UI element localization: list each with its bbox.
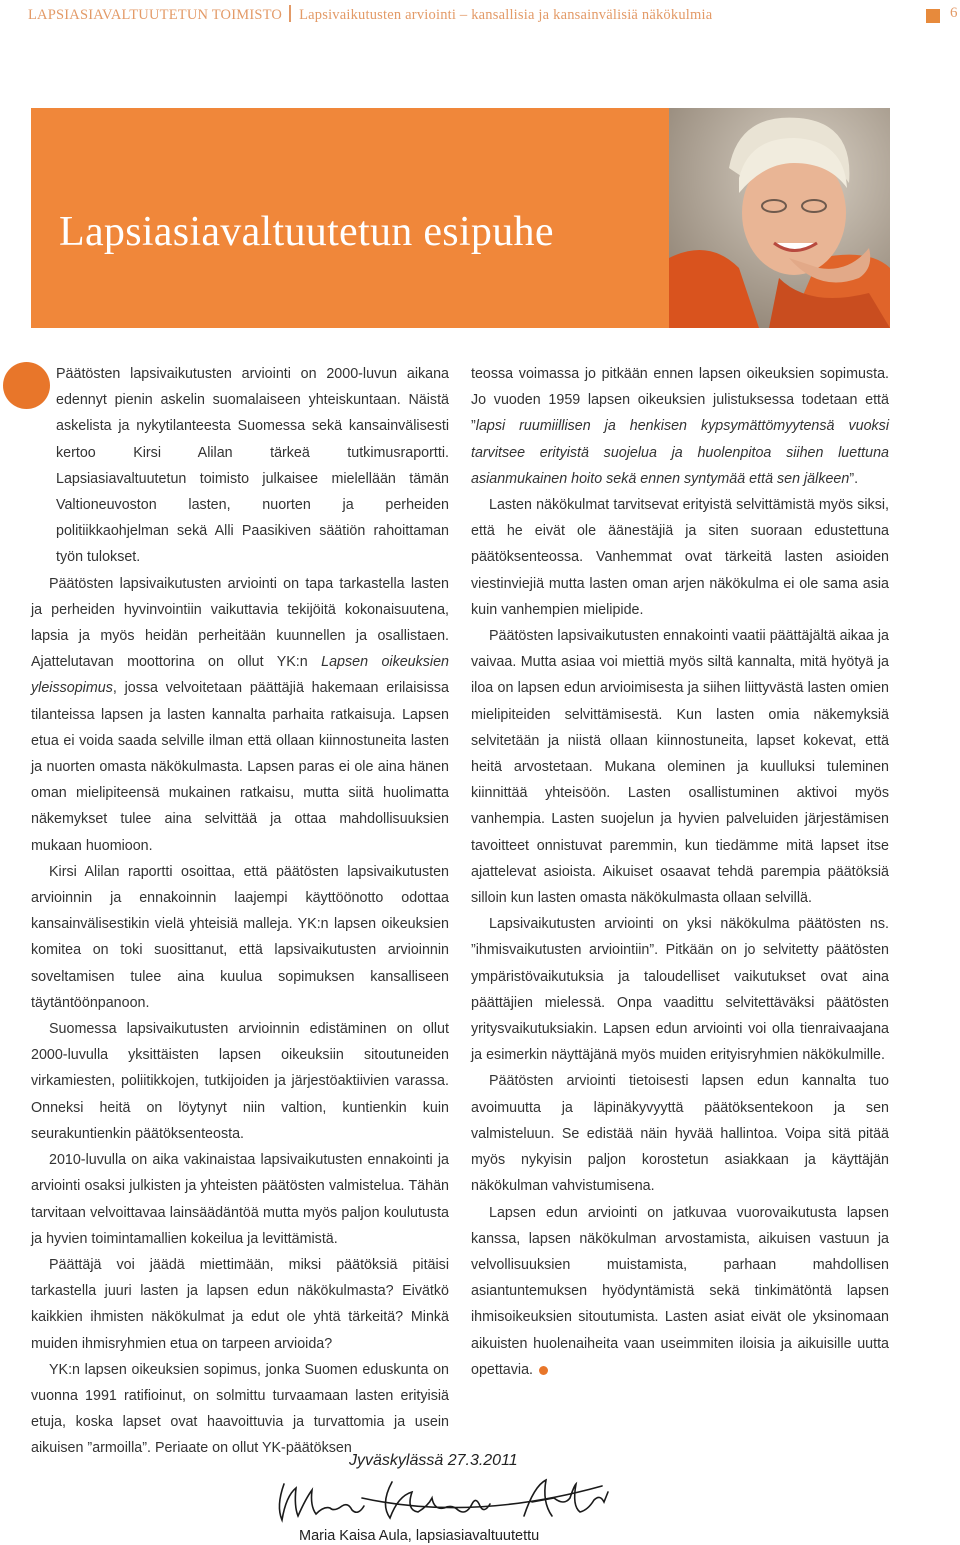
header-organization: LAPSIASIAVALTUUTETUN TOIMISTO (28, 7, 283, 23)
paragraph: Lapsivaikutusten arviointi on yksi näkökulma päätösten ns. ”ihmisvaikutusten arviointiin”. Pitkään on jo selvitetty päätösten ympäristövaikutuksia ja taloudelliset vaikutukset ovat aina päättäjien mielessä. Onpa vaadittu selvitettäväksi päätösten yritysvaikutuksiakin. Lapsen edun arviointi voi olla tienraivaajana ja esimerkin näyttäjänä myös muiden erityisryhmien näkökulmille. (471, 916, 889, 1064)
paragraph: Kirsi Alilan raportti osoittaa, että päätösten lapsivaikutusten arvioinnin ja ennakoinnin laajempi käyttöönotto odottaa kansainvälisestikin vielä yhteisiä malleja. YK:n lapsen oikeuksien komitea on toki suosittanut, että lapsivaikutusten arvioinnin soveltamisen tulee aina kuulua sopimuksen kansalliseen täytäntöönpanoon. (31, 863, 449, 1011)
end-mark-dot-icon (539, 1366, 548, 1375)
page-title: Lapsiasiavaltuutetun esipuhe (59, 209, 554, 255)
paragraph-text: Päätösten lapsivaikutusten arviointi on tapa tarkastella lasten ja perheiden hyvinvointiin vaikuttavia tekijöitä kokonaisuutena, lapsia ja myös heidän perheitään kuunnellen ja osallistaen. Ajattelutavan moottorina on ollut YK:n (31, 575, 449, 671)
emphasized-text: Lapsen oikeuksien yleissopimus (31, 654, 449, 697)
paragraph-text: Lapsen edun arviointi on jatkuvaa vuorovaikutusta lapsen kanssa, lapsen näkökulman arvostamista, aikuisen vastuun ja velvollisuuksien muistamista, parhaan mahdollisen asiantuntemuksen hyödyntämistä sekä tinkimätöntä lapsen ihmisoikeuksien sitoutumista. Lasten asiat eivät ole yksinomaan aikuisten huolenaiheita vaan useimmiten iloisia ja aikuisille uutta opettavia. (471, 1204, 889, 1378)
paragraph: Suomessa lapsivaikutusten arvioinnin edistäminen on ollut 2000-luvulla yksittäisten lapsen oikeuksiin sitoutuneiden virkamiesten, poliitikkojen, tutkijoiden ja järjestöaktiivien varassa. Onneksi heitä on löytynyt niin valtion, kuntienkin kuin seurakuntienkin päätöksenteosta. (31, 1021, 449, 1142)
handwritten-signature (272, 1476, 612, 1528)
signer-name-and-title: Maria Kaisa Aula, lapsiasiavaltuutettu (299, 1528, 540, 1544)
paragraph: Päätösten lapsivaikutusten ennakointi vaatii päättäjältä aikaa ja vaivaa. Mutta asiaa voi miettiä myös siltä kannalta, mitä hyötyä ja iloa on lapsen edun arvioimisesta ja siihen liittyvästä lasten omien mielipiteiden selvittämisestä. Kun lasten omia näkemyksiä selvitetään ja niistä ollaan kiinnostuneita, lapset kokevat, että heitä arvostetaan. Mukana oleminen ja kuulluksi tuleminen kiinnittää yhteisöön. Lasten osallistuminen aktivoi myös vanhempia. Lasten suojelun ja hyvien palveluiden järjestämisen tavoitteet onnistuvat paremmin, kun tiedämme mitä lapset itse ajattelevat asioista. Aikuiset osaavat tehdä parempia päätöksiä silloin kun lasten omasta näkökulmasta ollaan selvillä. (471, 628, 889, 907)
paragraph (471, 1200, 889, 1383)
paragraph-text: ”. (849, 470, 859, 487)
paragraph: Päätösten arviointi tietoisesti lapsen edun kannalta tuo avoimuutta ja läpinäkyvyyttä päätöksentekoon ja sen valmisteluun. Se edistää näin hyvää hallintoa. Voipa sitä pitää myös nykyisin paljon korostetun asiakkaan ja käyttäjän näkökulman vahvistumisena. (471, 1073, 889, 1195)
orange-circle-bullet-icon (3, 362, 50, 409)
left-text-column (31, 361, 449, 1462)
paragraph-text: , jossa velvoitetaan päättäjiä hakemaan erilaisissa tilanteissa lapsen ja lasten kannalta parhaita ratkaisuja. Lapsen etua ei voida saada selville ilman että ollaan kiinnostuneita lasten ja nuorten omasta näkökulmasta. Lapsen paras ei ole aina hänen oman mielipiteensä mukainen ratkaisu, mutta siitä huolimatta näkemykset tulee aina selvittää ja ottaa mahdollisuuksien mukaan huomioon. (31, 680, 449, 854)
paragraph (471, 361, 889, 492)
paragraph (31, 571, 449, 859)
paragraph: 2010-luvulla on aika vakinaistaa lapsivaikutusten ennakointi ja arviointi osaksi julkisten ja yhteisten päätösten valmistelua. Tähän tarvitaan velvoittavaa lainsäädäntöä mutta myös paljon koulutusta ja hyvien toimintamallien kokeilua ja levittämistä. (31, 1152, 449, 1247)
paragraph: Päättäjä voi jäädä miettimään, miksi päätöksiä pitäisi tarkastella juuri lasten ja lapsen edun näkökulmasta? Eivätkö kaikkien ihmisten näkökulmat ja edut ole yhtä tärkeitä? Minkä muiden ihmisryhmien etua on tarpeen arvioida? (31, 1256, 449, 1352)
emphasized-quote: lapsi ruumiillisen ja henkisen kypsymättömyytensä vuoksi tarvitsee erityistä suojelua ja huolenpitoa siihen luettuna asianmukainen hoito sekä ennen syntymää että sen jälkeen (471, 418, 889, 487)
paragraph-text: Päätösten lapsivaikutusten arviointi on 2000-luvun aikana edennyt pienin askelin suomalaiseen yhteiskuntaan. Näistä askelista ja nykytilanteesta Suomessa sekä kansainvälisesti kertoo Kirsi Alilan tärkeä tutkimusraportti. Lapsiasiavaltuutetun toimisto julkaisee mielellään tämän Valtioneuvoston lasten, nuorten ja perheiden politiikkaohjelman sekä Alli Paasikiven säätiön rahoittaman työn tulokset. (56, 366, 449, 566)
paragraph: Lasten näkökulmat tarvitsevat erityistä selvittämistä myös siksi, että he eivät ole äänestäjiä ja siten suoraan edustettuna päätöksenteossa. Vanhemmat ovat tärkeitä lasten asioiden viestinviejiä mutta lasten oman arjen näkökulma ei ole sama asia kuin vanhempien mielipide. (471, 497, 889, 618)
running-header (28, 5, 960, 27)
author-portrait-photo (669, 108, 890, 328)
paragraph: YK:n lapsen oikeuksien sopimus, jonka Suomen eduskunta on vuonna 1991 ratifioinut, on solmittu turvaamaan lasten erityisiä etuja, koska lapset ovat haavoittuvia ja turvattomia ja usein aikuisen ”armoilla”. Periaate on ollut YK-päätöksen (31, 1361, 449, 1457)
paragraph (31, 361, 449, 571)
page-marker-square (926, 9, 940, 23)
header-publication-title: Lapsivaikutusten arviointi – kansallisia ja kansainvälisiä näkökulmia (299, 7, 713, 23)
place-and-date: Jyväskylässä 27.3.2011 (349, 1452, 518, 1469)
title-banner (31, 108, 669, 328)
right-text-column (471, 361, 889, 1383)
paragraph-text: teossa voimassa jo pitkään ennen lapsen oikeuksien sopimusta. Jo vuoden 1959 lapsen oikeuksien julistuksessa todetaan että ” (471, 366, 889, 435)
page-number: 6 (950, 5, 958, 21)
portrait-illustration (669, 108, 890, 328)
header-divider (289, 5, 291, 22)
